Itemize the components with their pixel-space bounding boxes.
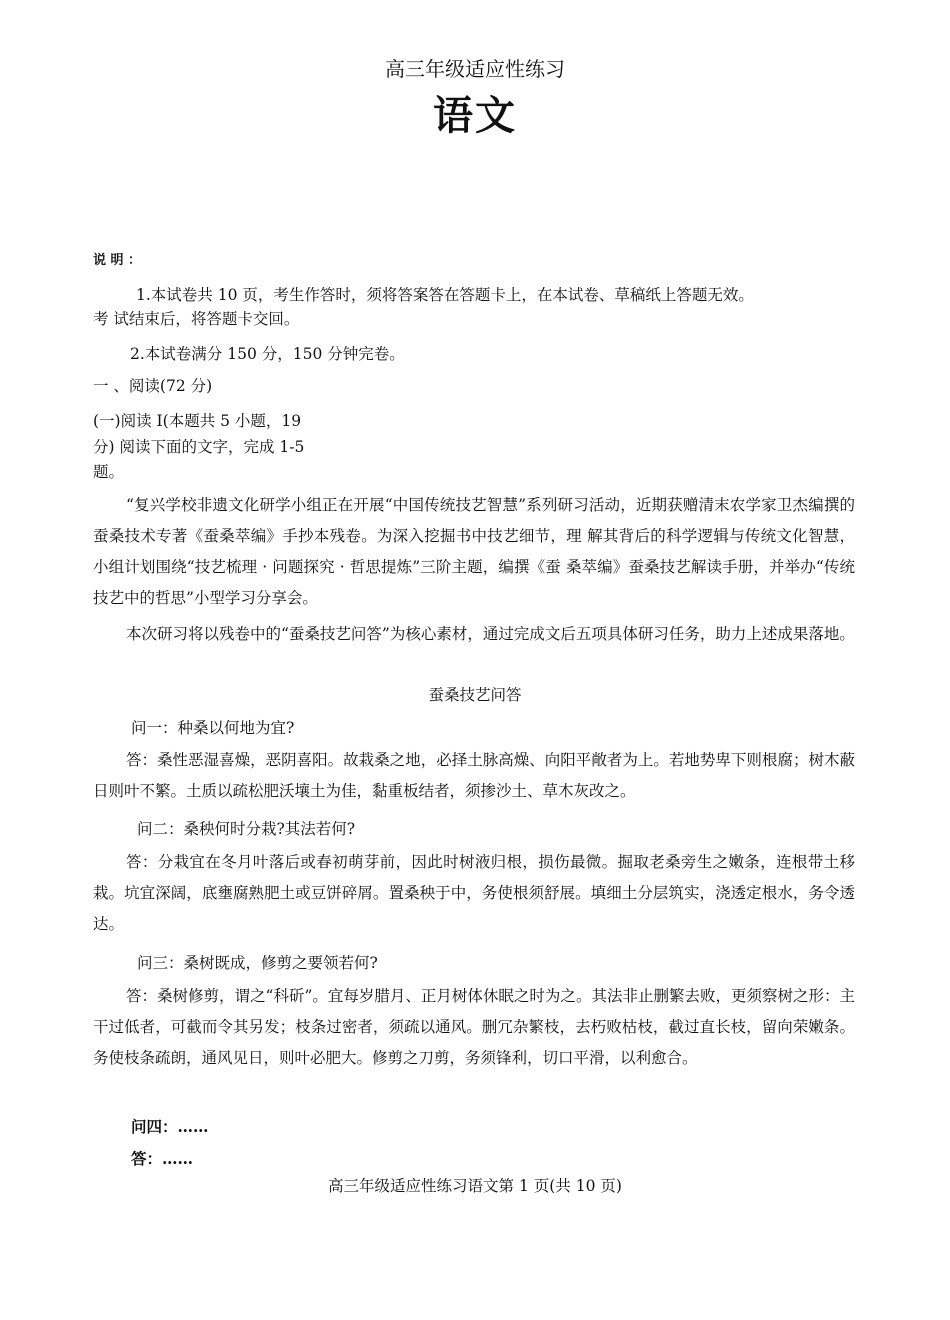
question-2: 问二：桑秧何时分栽?其法若何?: [137, 820, 356, 838]
instruction-item-1-line-1: 1.本试卷共 10 页，考生作答时，须将答案答在答题卡上，在本试卷、草稿纸上答题无效。: [136, 286, 754, 304]
intro-paragraph-1: “复兴学校非遗文化研学小组正在开展“中国传统技艺智慧”系列研习活动，近期获赠清末农学家卫杰编撰的蚕桑技术专著《蚕桑萃编》手抄本残卷。为深入挖掘书中技艺细节，理 解其背后的科学逻辑与传统文化智慧，小组计划围绕“技艺梳理 · 问题探究 · 哲思提炼”三阶主题，编撰《蚕 桑萃编》蚕桑技艺解读手册，并举办“传统技艺中的哲思”小型学习分享会。: [93, 496, 855, 607]
qa-title: 蚕桑技艺问答: [428, 686, 522, 704]
page-footer: 高三年级适应性练习语文第 1 页(共 10 页): [328, 1177, 622, 1195]
subsection-line-2: 分) 阅读下面的文字，完成 1-5: [93, 438, 305, 456]
instructions-label: 说 明 ：: [93, 253, 142, 268]
instruction-item-2: 2.本试卷满分 150 分，150 分钟完卷。: [130, 345, 405, 363]
answer-4: 答：……: [131, 1149, 194, 1168]
subject-title: 语文: [433, 92, 517, 139]
question-1: 问一：种桑以何地为宜?: [131, 719, 295, 737]
paper-title: 高三年级适应性练习: [385, 57, 565, 81]
question-3: 问三：桑树既成，修剪之要领若何?: [137, 954, 378, 972]
question-4: 问四：……: [131, 1117, 209, 1136]
answer-3: 答：桑树修剪，谓之“科斫”。宜每岁腊月、正月树体休眠之时为之。其法非止删繁去败，更须察树之形：主干过低者，可截而令其另发；枝条过密者，须疏以通风。删冗杂繁枝，去朽败枯枝，截过直长枝，留向荣嫩条。务使枝条疏朗，通风见日，则叶必肥大。修剪之刀剪，务须锋利，切口平滑，以利愈合。: [93, 987, 855, 1067]
subsection-line-1: (一)阅读 I(本题共 5 小题，19: [93, 412, 302, 430]
section-title: 一 、阅读(72 分): [93, 377, 213, 395]
answer-2: 答：分栽宜在冬月叶落后或春初萌芽前，因此时树液归根，损伤最微。掘取老桑旁生之嫩条，连根带土移栽。坑宜深阔，底壅腐熟肥土或豆饼碎屑。置桑秧于中，务使根须舒展。填细土分层筑实，浇透定根水，务令透达。: [93, 853, 855, 933]
answer-1: 答：桑性恶湿喜燥，恶阴喜阳。故栽桑之地，必择土脉高燥、向阳平敞者为上。若地势卑下则根腐；树木蔽日则叶不繁。土质以疏松肥沃壤土为佳，黏重板结者，须掺沙土、草木灰改之。: [93, 751, 855, 800]
instruction-item-1-line-2: 考 试结束后，将答题卡交回。: [93, 310, 300, 328]
subsection-line-3: 题。: [93, 463, 125, 481]
intro-paragraph-2: 本次研习将以残卷中的“蚕桑技艺问答”为核心素材，通过完成文后五项具体研习任务，助力上述成果落地。: [126, 625, 855, 643]
